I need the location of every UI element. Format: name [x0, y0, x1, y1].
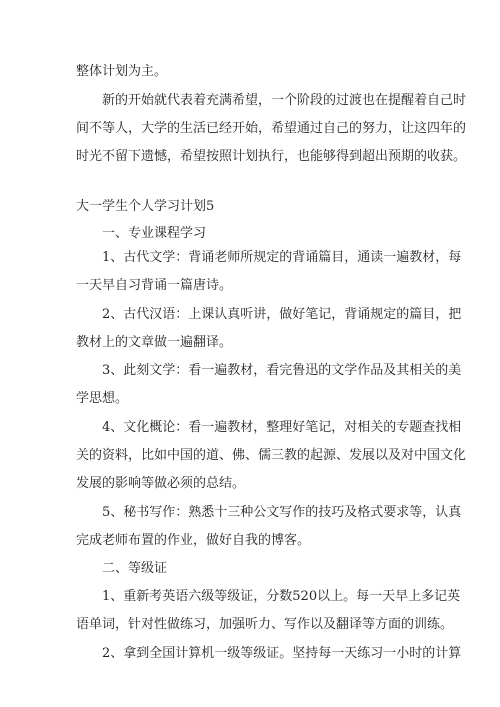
text-line: 教材上的文章做一遍翻译。 [76, 335, 233, 350]
subsection-heading: 一、专业课程学习 [102, 226, 207, 241]
text-line: 完成老师布置的作业，做好自我的博客。 [76, 533, 311, 548]
text-line: 一天早自习背诵一篇唐诗。 [76, 278, 233, 293]
text-line: 整体计划为主。 [76, 64, 168, 79]
section-heading: 大一学生个人学习计划5 [76, 199, 215, 214]
paragraph-first-line: 新的开始就代表着充满希望，一个阶段的过渡也在提醒着自己时 [102, 93, 467, 108]
paragraph-first-line: 1、古代文学：背诵老师所规定的背诵篇目，通读一遍教材，每 [102, 250, 462, 265]
text-line: 学思想。 [76, 391, 129, 406]
text-line: 关的资料，比如中国的道、佛、儒三教的起源、发展以及对中国文化 [76, 448, 467, 463]
text-line: 间不等人，大学的生活已经开始，希望通过自己的努力，让这四年的 [76, 121, 467, 136]
paragraph-first-line: 4、文化概论：看一遍教材，整理好笔记，对相关的专题查找相 [102, 420, 462, 435]
paragraph-first-line: 1、重新考英语六级等级证，分数520以上。每一天早上多记英 [102, 589, 461, 604]
paragraph-first-line: 2、拿到全国计算机一级等级证。坚持每一天练习一小时的计算 [102, 646, 462, 661]
paragraph-first-line: 5、秘书写作：熟悉十三种公文写作的技巧及格式要求等，认真 [102, 505, 462, 520]
text-line: 语单词，针对性做练习，加强听力、写作以及翻译等方面的训练。 [76, 617, 454, 632]
paragraph-first-line: 2、古代汉语：上课认真听讲，做好笔记，背诵规定的篇目，把 [102, 307, 462, 322]
paragraph-first-line: 3、此刻文学：看一遍教材，看完鲁迅的文学作品及其相关的美 [102, 363, 462, 378]
text-line: 发展的影响等做必须的总结。 [76, 476, 246, 491]
text-line: 时光不留下遗憾，希望按照计划执行，也能够得到超出预期的收获。 [76, 149, 467, 164]
subsection-heading: 二、等级证 [102, 561, 168, 576]
